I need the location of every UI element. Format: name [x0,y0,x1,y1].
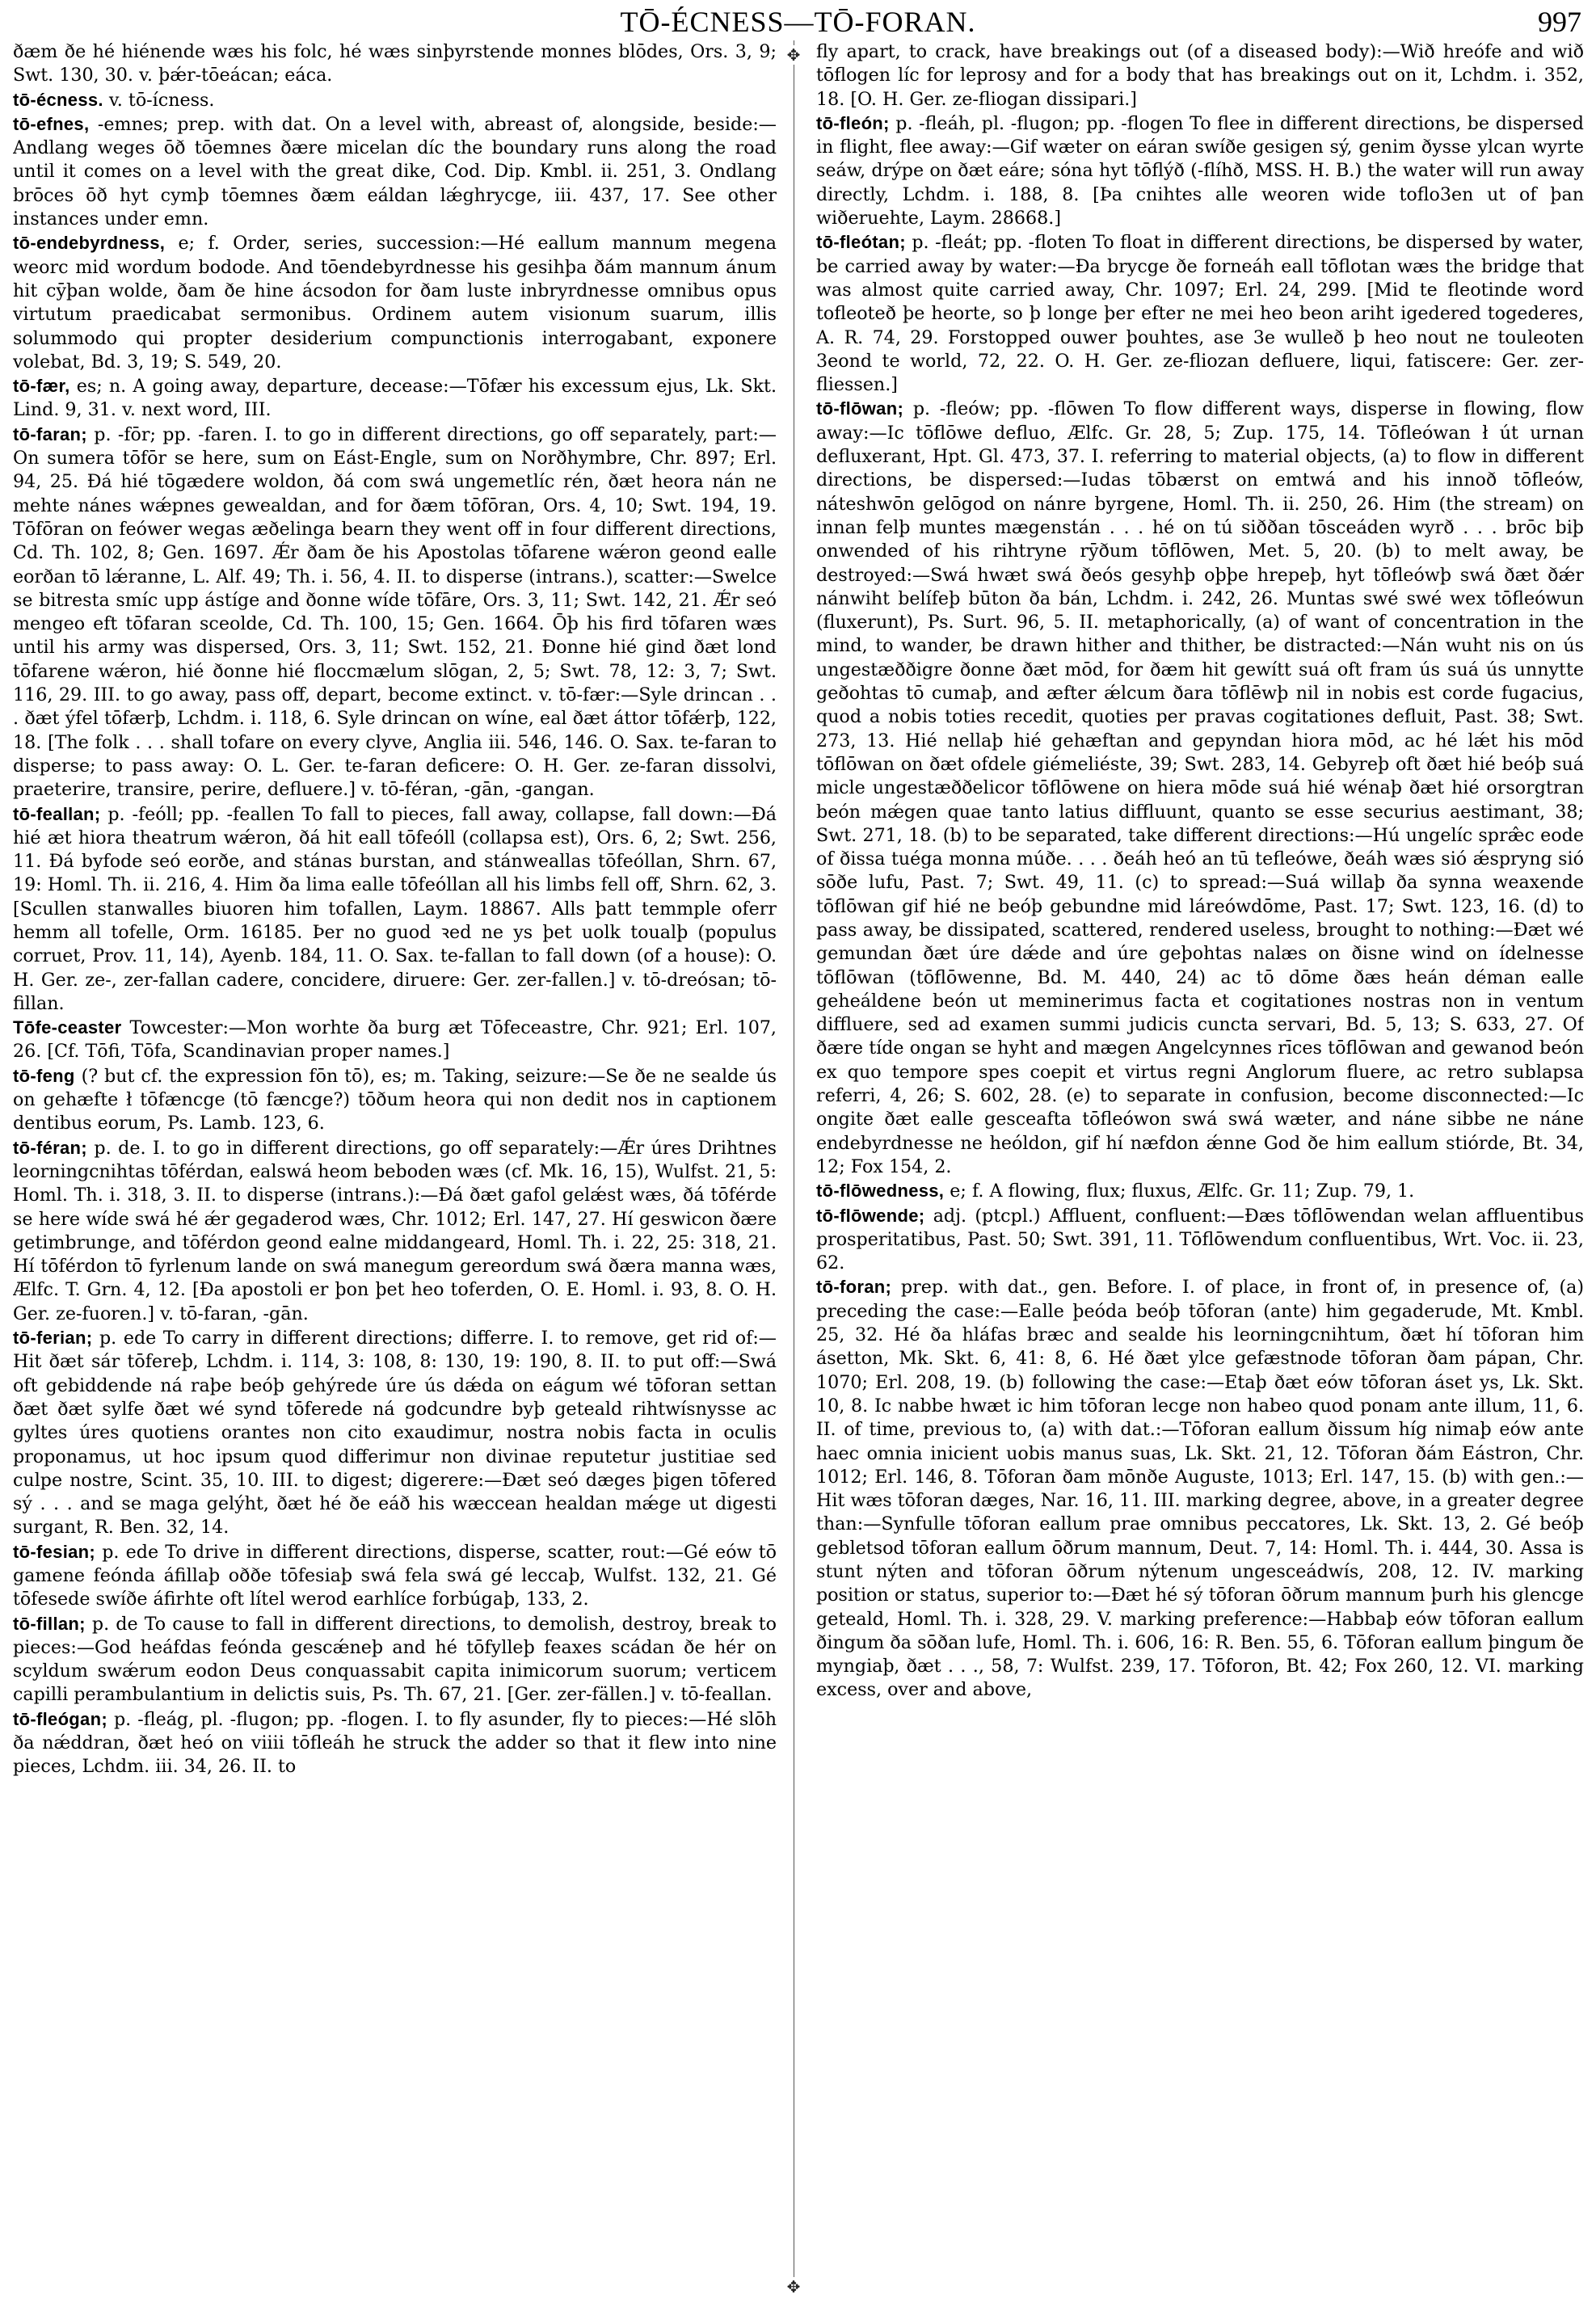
entry-body: e; f. A flowing, flux; fluxus, Ælfc. Gr. 11; Zup. 79, 1. [950,1181,1415,1202]
entry-body: p. ede To carry in different directions; differre. I. to remove, get rid of:—Hit ðæt sár tōfereþ, Lchdm. i. 114, 3: 108, 8: 130, 19: 190, 8. II. to put off:—Swá oft gebiddende ná raþe beóþ gehýrede úre ús dǽda on eágum wé tōforan settan ðæt ðæt sylfe ðæt wé synd tōferede ná godcundre byþ geteald rihtwísnysse ac gyltes úres quotiens orantes non cito exaudimur, nostra nobis facta in oculis proponamus, ut hoc ipsum quod differimur non divinae reputetur justitiae sed culpe nostre, Scint. 35, 10. III. to digest; digerere:—Ðæt seó dæges þigen tōfered sý . . . and se maga gelýht, ðæt hé ðe eáð his wæccean healdan mǽge ut digesti surgant, R. Ben. 32, 14. [13,1328,777,1539]
entry-body: (? but cf. the expression fōn tō), es; m. Taking, seizure:—Se ðe ne sealde ús on gehæfte ł tōfæncge (tō fæncge?) tōðum heora qui non dedit nos in captionem dentibus eorum, Ps. Lamb. 123, 6. [13,1065,777,1134]
entry-body: fly apart, to crack, have breakings out (of a diseased body):—Wið hreófe and wið tōflogen líc for leprosy and for a body that has breakings out on it, Lchdm. i. 352, 18. [O. H. Ger. ze-fliogan dissipari.] [816,41,1584,110]
running-head [0,5,1596,40]
dictionary-entry [13,1707,777,1779]
dictionary-entry [13,112,777,231]
entry-headword: tō-fleógan; [13,1708,107,1729]
dictionary-entry [816,112,1584,230]
entry-headword: tō-ferian; [13,1328,93,1349]
entry-body: v. tō-ícness. [108,89,215,111]
entry-body: p. de To cause to fall in different directions, to demolish, destroy, break to pieces:—God heáfdas feónda gescǽneþ and hé tōfylleþ feaxes scádan ðe hér on scyldum swǽrum eodon Deus conquassabit capita inimicorum suorum; verticem capilli perambulantium in delictis suis, Ps. Th. 67, 21. [Ger. zer-fällen.] v. tō-feallan. [13,1613,777,1706]
dictionary-entry [816,40,1584,112]
entry-headword: tō-feallan; [13,803,101,824]
entry-body: ðæm ðe hé hiénende wæs his folc, hé wæs sinþyrstende monnes blōdes, Ors. 3, 9; Swt. 130, 30. v. þǽr-tōeácan; eáca. [13,41,777,86]
dictionary-entry [13,1064,777,1136]
dictionary-entry [13,1540,777,1612]
entry-body: p. -fōr; pp. -faren. I. to go in different directions, go off separately, part:—On sumera tōfōr se here, sum on Eást-Engle, sum on Norðhymbre, Chr. 897; Erl. 94, 25. Ðá hié tōgædere woldon, ðá com swá ungemetlíc rén, ðæt heora nán ne mehte nánes wǽpnes gewealdan, and for ðæm tōfōran, Ors. 4, 10; Swt. 194, 19. Tōfōran on feówer wegas æðelinga bearn they went off in four different directions, Cd. Th. 102, 8; Gen. 1697. Ǽr ðam ðe his Apostolas tōfarene wǽron geond ealle eorðan tō lǽranne, L. Alf. 49; Th. i. 56, 4. II. to disperse (intrans.), scatter:—Swelce se bitresta smíc upp ástíge and ðonne wíde tōfāre, Ors. 3, 11; Swt. 142, 21. Ǽr seó mengeo eft tōfaran sceolde, Cd. Th. 100, 15; Gen. 1664. Ōþ his fird tōfaren wæs until his army was dispersed, Ors. 3, 11; Swt. 152, 21. Ðonne hié gind ðæt lond tōfarene wǽron, hié ðonne hié floccmælum slōgan, 2, 5; Swt. 78, 12: 3, 7; Swt. 116, 29. III. to go away, pass off, depart, become extinct. v. tō-fær:—Syle drincan . . . ðæt ýfel tōfærþ, Lchdm. i. 118, 6. Syle drincan on wíne, eal ðæt áttor tōfǽrþ, 122, 18. [The folk . . . shall tofare on every clyve, Anglia iii. 546, 146. O. Sax. te-faran to disperse; to pass away: O. L. Ger. te-faran deficere: O. H. Ger. ze-faran dissolvi, praeterire, transire, perire, defluere.] v. tō-féran, -gān, -gangan. [13,423,777,801]
left-column [13,40,777,2295]
dictionary-entry [816,397,1584,1179]
entry-headword: tō-fleón; [816,112,890,133]
dictionary-entry [13,1326,777,1540]
entry-headword: tō-flōwedness, [816,1181,945,1202]
entry-headword: tō-faran; [13,423,87,444]
entry-body: p. -fleát; pp. -floten To float in different directions, be dispersed by water, be carried away by water:—Ða brycge ðe forneáh eall tōflotan wæs the bridge that was almost quite carried away, Chr. 1097; Erl. 24, 299. [Mid te fleotinde word tofleoteð þe heorte, so þ longe þer efter ne mei heo beon ariht igedered togederes, A. R. 74, 29. Forstopped ouwer þouhtes, ase 3e wulleð þ heo nout ne touleoten 3eond te world, 72, 22. O. H. Ger. ze-fliozan defluere, liqui, fatiscere: Ger. zer-fliessen.] [816,232,1584,396]
column-ornament-bottom-icon: ✥ [784,2277,803,2296]
entry-body: es; n. A going away, departure, decease:—Tōfær his excessum ejus, Lk. Skt. Lind. 9, 31. v. next word, III. [13,376,777,421]
dictionary-entry [13,802,777,1017]
entry-headword: tō-flōwan; [816,398,904,419]
entry-body: -emnes; prep. with dat. On a level with, abreast of, alongside, beside:—Andlang weges ōð tōemnes ðære micelan díc the boundary runs along the road until it comes on a level with the great dike, Cod. Dip. Kmbl. ii. 251, 3. Ondlang brōces ōð hyt cymþ tōemnes ðæm eáldan lǽghrycge, iii. 437, 17. See other instances under emn. [13,113,777,230]
entry-headword: tō-féran; [13,1137,87,1158]
dictionary-entry [13,374,777,423]
entry-headword: tō-efnes, [13,113,90,134]
entry-body: p. -feóll; pp. -feallen To fall to pieces, fall away, collapse, fall down:—Ðá hié æt hiora theatrum wǽron, ðá hit eall tōfeóll (collapsa est), Ors. 6, 2; Swt. 256, 11. Ðá byfode seó eorðe, and stánas burstan, and stánweallas tōfeóllan, Shrn. 67, 19: Homl. Th. ii. 216, 4. Him ða lima ealle tōfeóllan all his limbs fell off, Shrn. 62, 3. [Scullen stanwalles biuoren him tofallen, Laym. 18867. Alls þatt temmple oferr hemm all tofelle, Orm. 16185. Þer no guod ꝛed ne ys þet uolk toualþ (populus corruet, Prov. 11, 14), Ayenb. 184, 11. O. Sax. te-fallan to fall down (of a house): O. H. Ger. ze-, zer-fallan cadere, concidere, diruere: Ger. zer-fallen.] v. tō-dreósan; tō-fillan. [13,803,777,1014]
entry-body: Towcester:—Mon worhte ða burg æt Tōfeceastre, Chr. 921; Erl. 107, 26. [Cf. Tōfi, Tōfa, Scandinavian proper names.] [13,1017,777,1063]
entry-headword: tō-fillan; [13,1613,86,1634]
entry-body: p. -fleáh, pl. -flugon; pp. -flogen To flee in different directions, be dispersed in flight, flee away:—Gif wæter on eáran swíðe gesigen sý, genim ðysse ylcan wyrte seáw, drýpe on ðæt eáre; sóna hyt tōflýð (-flíhð, MSS. H. B.) the water will run away directly, Lchdm. i. 188, 8. [Þa cnihtes alle weoren wide toflo3en ut of þan wiðeruehte, Laym. 28668.] [816,112,1584,229]
dictionary-entry [13,231,777,374]
entry-headword: tō-fleótan; [816,232,906,253]
entry-headword: tō-fesian; [13,1541,95,1562]
entry-body: prep. with dat., gen. Before. I. of place, in front of, in presence of, (a) preceding the case:—Ealle þeóda beóþ tōforan (ante) him gegaderude, Mt. Kmbl. 25, 32. Hé ða hláfas bræc and sealde his leorningcnihtum, ðæt hí tōforan him ásetton, Mk. Skt. 6, 41: 8, 6. Hé ðæt ylce gefæstnode tōforan ðam pápan, Chr. 1070; Erl. 208, 19. (b) following the case:—Etaþ ðæt eów tōforan áset ys, Lk. Skt. 10, 8. Ic nabbe hwæt ic him tōforan lecge non habeo quod ponam ante illum, 11, 6. II. of time, previous to, (a) with dat.:—Tōforan eallum ðissum híg nimaþ eów ante haec omnia inicient uobis manus suas, Lk. Skt. 21, 12. Tōforan ðám Eástron, Chr. 1012; Erl. 146, 8. Tōforan ðam mōnðe Auguste, 1013; Erl. 147, 15. (b) with gen.:—Hit wæs tōforan dæges, Nar. 16, 11. III. marking degree, above, in a greater degree than:—Synfulle tōforan eallum prae omnibus peccatores, Lk. Skt. 13, 2. Gé beóþ gebletsod tōforan eallum ōðrum mannum, Deut. 7, 14: Homl. Th. i. 444, 30. Assa is stunt nýten and tōforan ōðrum nýtenum ungesceádwís, 208, 12. IV. marking position or status, superior to:—Ðæt hé sý tōforan ōðrum mannum þurh his glencge geteald, Homl. Th. i. 328, 29. V. marking preference:—Habbaþ eów tōforan eallum ðingum ða sōðan lufe, Homl. Th. i. 606, 16: R. Ben. 55, 6. Tōforan eallum þingum ðe myngiaþ, ðæt . . ., 58, 7: Wulfst. 239, 17. Tōforon, Bt. 42; Fox 260, 12. VI. marking excess, over and above, [816,1277,1584,1701]
dictionary-entry [13,423,777,802]
dictionary-entry [13,1136,777,1326]
entry-headword: Tōfe-ceaster [13,1017,122,1038]
dictionary-entry [13,1612,777,1707]
page-title: TŌ-ÉCNESS—TŌ-FORAN. [620,6,976,38]
dictionary-entry [13,40,777,88]
right-column [816,40,1584,2295]
dictionary-entry [816,1204,1584,1276]
entry-headword: tō-fær, [13,376,70,397]
entry-body: p. ede To drive in different directions, disperse, scatter, rout:—Gé eów tō gamene feónda áfillaþ oððe tōfesiaþ swá fela swá gé leccaþ, Wulfst. 132, 21. Gé tōfesede swíðe áfirhte oft lítel werod earhlíce forbúgaþ, 133, 2. [13,1541,777,1610]
entry-headword: tō-écness. [13,89,103,110]
dictionary-entry [13,88,777,112]
page-number: 997 [1538,6,1581,38]
dictionary-entry [13,1016,777,1064]
entry-headword: tō-endebyrdness, [13,233,166,254]
column-ornament-top-icon: ✥ [784,45,803,65]
entry-body: p. -fleów; pp. -flōwen To flow different ways, disperse in flowing, flow away:—Ic tōflōwe defluo, Ælfc. Gr. 28, 5; Zup. 175, 14. Tōfleówan ł út urnan defluxerant, Hpt. Gl. 473, 37. I. referring to material objects, (a) to flow in different directions, be dispersed:—Iudas tōbærst on emtwá and his innoð tōfleów, náteshwōn gelōgod on nánre byrgene, Homl. Th. ii. 250, 26. Him (the stream) on innan felþ muntes mægenstán . . . hé on tú siððan tōsceáden wyrð . . . brōc biþ onwended of his rihtryne rȳðum tōflōwen, Met. 5, 20. (b) to melt away, be destroyed:—Swá hwæt swá ðeós gesyhþ oþþe hrepeþ, hyt tōfleówþ swá ðæt ðǽr nánwiht belífeþ būton ða bán, Lchdm. i. 242, 26. Muntas swé swé wex tōfleówun (fluxerunt), Ps. Surt. 96, 5. II. metaphorically, (a) of want of concentration in the mind, to wander, be drawn hither and thither, be distracted:—Nán wuht nis on ús ungestæððigre ðonne ðæt mōd, for ðæm hit gewítt suá oft fram ús suá ús unnytte geðohtas tō cumaþ, and æfter ǽlcum ðara tōflēwþ nil in nobis est corde fugacius, quod a nobis toties recedit, quoties per pravas cogitationes defluit, Past. 38; Swt. 273, 13. Hié nellaþ hié gehæftan and gepyndan hiora mōd, ac hé lǽt his mōd tōflōwan on ðæt ofdele giémeliéste, 39; Swt. 283, 14. Gebyreþ oft ðæt hié beóþ suá micle ungestæððelicor tōflōwene on hiera mōde suá hié wénaþ ðæt hié orsorgtran beón mǽgen quae tanto latius diffluunt, quanto se esse securius aestimant, 38; Swt. 271, 18. (b) to be separated, take different directions:—Hú ungelíc spræ̂c eode of ðissa tuéga monna múðe. . . . ðeáh heó an tū tefleówe, ðeáh wæs sió ǽspryng sió sōðe lufu, Past. 7; Swt. 49, 11. (c) to spread:—Suá willaþ ða synna weaxende tōflōwan gif hié ne beóþ gebundne mid láreówdōme, Past. 17; Swt. 123, 16. (d) to pass away, be dissipated, scattered, rendered useless, brought to nothing:—Ðæt wé gemundan ðæt úre dǽde and úre geþohtas nalæs on ðisne wind on ídelnesse tōflōwan (tōflōwenne, Bd. M. 440, 24) ac tō dōme ðæs heán déman ealle geheáldene beón ut meminerimus facta et cogitationes nostras non in ventum diffluere, sed ad examen summi judicis cuncta servari, Bd. 5, 13; S. 633, 27. Of ðære tíde ongan se hyht and mægen Angelcynnes rīces tōflōwan and gewanod beón ex quo tempore spes coepit et virtus regni Anglorum fluere, ac retro sublapsa referri, 4, 26; S. 602, 28. (e) to separate in confusion, become disconnected:—Ic ongite ðæt ealle gesceafta tōfleówon swá swá wæter, and náne sibbe ne náne endebyrdnesse ne heóldon, gif hí næfdon ǽnne God ðe him eallum stiórde, Bt. 34, 12; Fox 154, 2. [816,398,1584,1177]
dictionary-entry [816,1275,1584,1702]
dictionary-entry [816,230,1584,397]
entry-headword: tō-foran; [816,1277,892,1298]
entry-body: adj. (ptcpl.) Affluent, confluent:—Ðæs tōflōwendan welan affluentibus prosperitatibus, Past. 50; Swt. 391, 11. Tōflōwendum confluentibus, Wrt. Voc. ii. 23, 62. [816,1205,1584,1274]
dictionary-entry [816,1179,1584,1203]
entry-headword: tō-flōwende; [816,1205,925,1226]
entry-body: e; f. Order, series, succession:—Hé eallum mannum megena weorc mid wordum bodode. And tōendebyrdnesse his gesihþa ðám mannum ánum hit cȳþan wolde, ðam ðe hine ácsodon for ðam luste inbryrdnesse omnibus opus virtutum praedicabat sermonibus. Ordinem autem visionum suarum, illis solummodo qui propter desiderium compunctionis interrogabant, exponere volebat, Bd. 3, 19; S. 549, 20. [13,233,777,373]
entry-body: p. -fleág, pl. -flugon; pp. -flogen. I. to fly asunder, fly to pieces:—Hé slōh ða nǽddran, ðæt heó on viiii tōfleáh he struck the adder so that it flew into nine pieces, Lchdm. iii. 34, 26. II. to [13,1708,777,1778]
entry-body: p. de. I. to go in different directions, go off separately:—Ǽr úres Drihtnes leorningcnihtas tōférdan, ealswá heom beboden wæs (cf. Mk. 16, 15), Wulfst. 21, 5: Homl. Th. i. 318, 3. II. to disperse (intrans.):—Ðá ðæt gafol gelǽst wæs, ðá tōférde se here wíde swá hé ǽr gegaderod wæs, Chr. 1012; Erl. 147, 27. Hí geswicon ðære getimbrunge, and tōférdon geond ealne middangeard, Homl. Th. i. 22, 25: 318, 21. Hí tōférdon tō fyrlenum lande on swá manegum gereordum swá ðæra manna wæs, Ælfc. T. Grn. 4, 12. [Ða apostoli er þon þet heo toferden, O. E. Homl. i. 93, 8. O. H. Ger. ze-fuoren.] v. tō-faran, -gān. [13,1137,777,1324]
entry-headword: tō-feng [13,1065,75,1086]
